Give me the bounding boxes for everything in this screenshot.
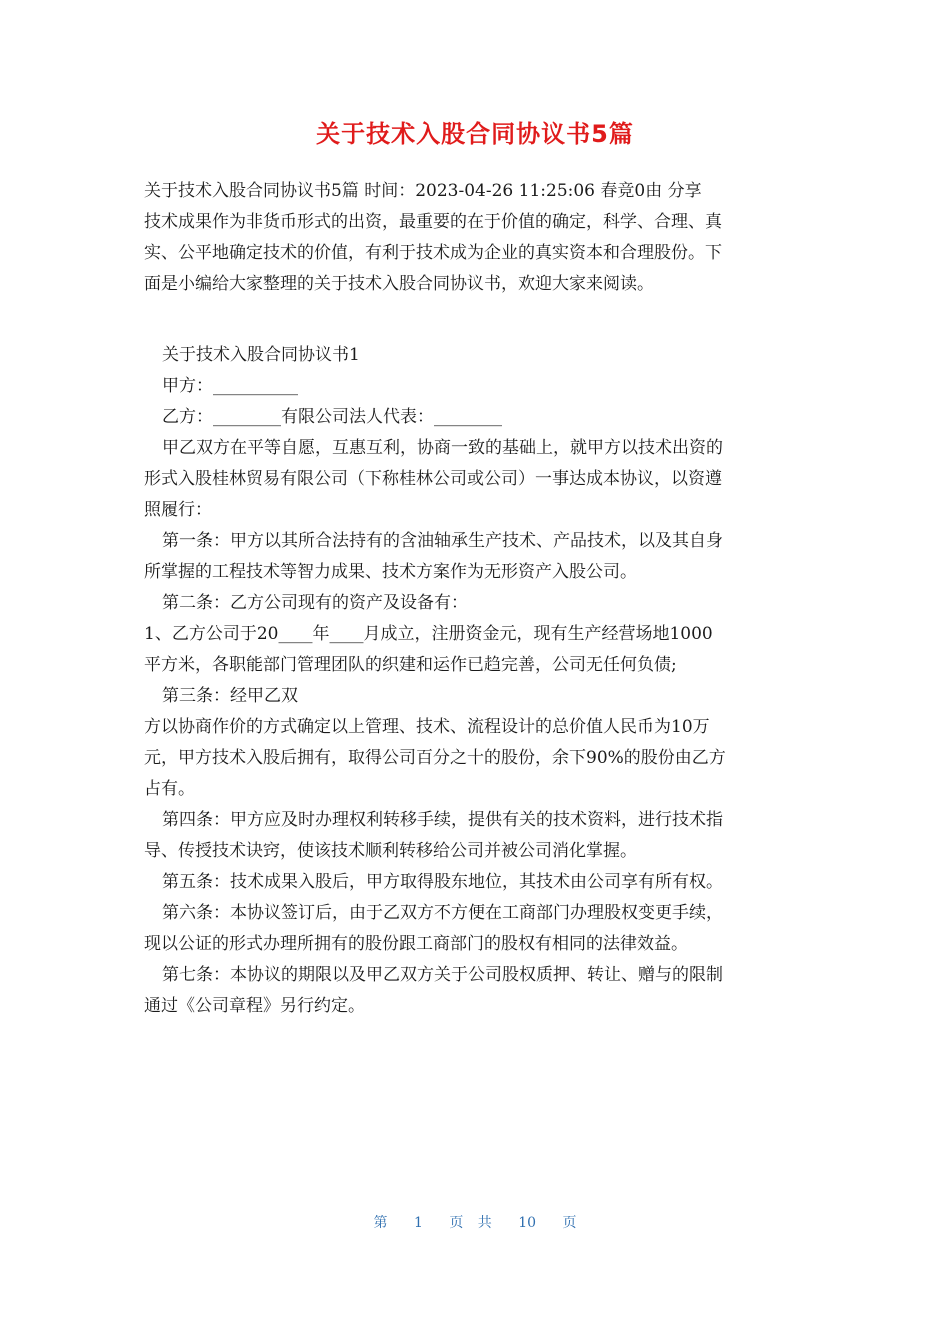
article-3-line: 方以协商作价的方式确定以上管理、技术、流程设计的总价值人民币为10万 [144, 717, 710, 737]
article-1-line: 所掌握的工程技术等智力成果、技术方案作为无形资产入股公司。 [144, 562, 637, 582]
article-6-line: 第六条：本协议签订后，由于乙双方不方便在工商部门办理股权变更手续， [162, 903, 723, 923]
preamble-line: 照履行： [144, 500, 212, 520]
article-2-line: 第二条：乙方公司现有的资产及设备有： [162, 593, 468, 613]
page-footer [0, 1212, 950, 1232]
footer-total-pages: 10 [518, 1215, 537, 1231]
article-5-line: 第五条：技术成果入股后，甲方取得股东地位，其技术由公司享有所有权。 [162, 872, 723, 892]
article-4-line: 第四条：甲方应及时办理权利转移手续，提供有关的技术资料，进行技术指 [162, 810, 723, 830]
document-title: 关于技术入股合同协议书5篇 [316, 120, 634, 148]
intro-line: 面是小编给大家整理的关于技术入股合同协议书，欢迎大家来阅读。 [144, 274, 654, 294]
preamble-line: 形式入股桂林贸易有限公司（下称桂林公司或公司）一事达成本协议，以资遵 [144, 469, 722, 489]
footer-label-pages: 页 [562, 1215, 577, 1231]
section-heading: 关于技术入股合同协议书1 [162, 345, 360, 365]
article-3-line: 第三条：经甲乙双 [162, 686, 298, 706]
party-b-line: 乙方：________有限公司法人代表：________ [162, 407, 502, 427]
article-1-line: 第一条：甲方以其所合法持有的含油轴承生产技术、产品技术，以及其自身 [162, 531, 723, 551]
item-1-line: 平方米，各职能部门管理团队的织建和运作已趋完善，公司无任何负债; [144, 655, 677, 675]
article-3-line: 元，甲方技术入股后拥有，取得公司百分之十的股份，余下90%的股份由乙方 [144, 748, 726, 768]
article-6-line: 现以公证的形式办理所拥有的股份跟工商部门的股权有相同的法律效益。 [144, 934, 688, 954]
party-a-line: 甲方：__________ [162, 376, 298, 396]
article-3-line: 占有。 [144, 779, 195, 799]
preamble-line: 甲乙双方在平等自愿，互惠互利，协商一致的基础上，就甲方以技术出资的 [162, 438, 723, 458]
intro-line: 实、公平地确定技术的价值，有利于技术成为企业的真实资本和合理股份。下 [144, 243, 722, 263]
article-4-line: 导、传授技术诀窍，使该技术顺利转移给公司并被公司消化掌握。 [144, 841, 637, 861]
footer-label-of: 页 共 [449, 1215, 492, 1231]
document-body [144, 176, 806, 1022]
meta-line: 关于技术入股合同协议书5篇 时间：2023-04-26 11:25:06 春竞0由 分享 [144, 181, 702, 201]
article-7-line: 通过《公司章程》另行约定。 [144, 996, 365, 1016]
footer-label-page: 第 [373, 1215, 388, 1231]
article-7-line: 第七条：本协议的期限以及甲乙双方关于公司股权质押、转让、赠与的限制 [162, 965, 723, 985]
section-spacer [144, 300, 806, 340]
footer-current-page: 1 [413, 1215, 423, 1231]
intro-line: 技术成果作为非货币形式的出资，最重要的在于价值的确定，科学、合理、真 [144, 212, 722, 232]
item-1-line: 1、乙方公司于20____年____月成立，注册资金元，现有生产经营场地1000 [144, 624, 713, 644]
